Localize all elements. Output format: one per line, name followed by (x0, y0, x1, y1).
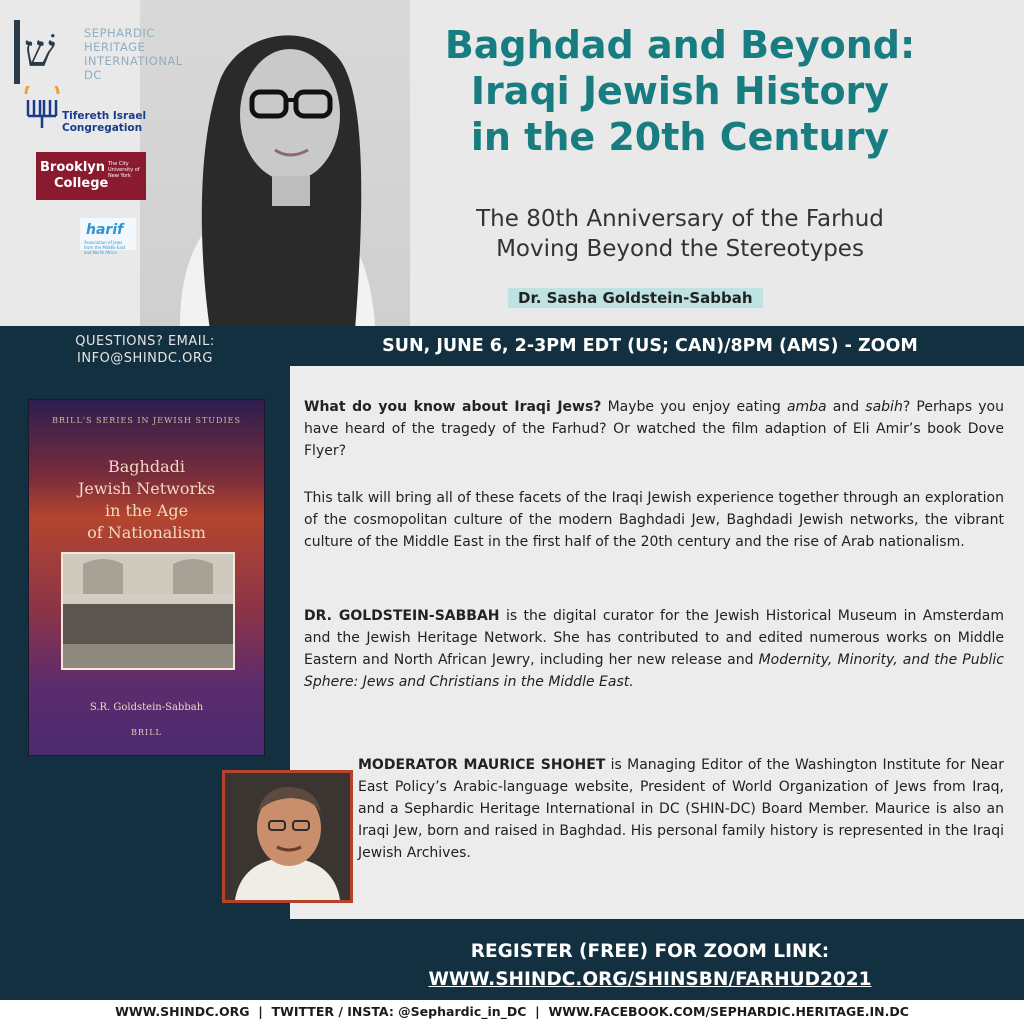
moderator-name: MODERATOR MAURICE SHOHET (358, 757, 606, 773)
book-publisher: BRILL (131, 728, 162, 737)
text-span: ? Perhaps you have heard of the tragedy of the Farhud? Or watched the film adaption of Eli Amir’s book Dove Flyer? (304, 399, 1004, 459)
menorah-icon (22, 86, 62, 132)
speaker-bio-name: DR. GOLDSTEIN-SABBAH (304, 608, 500, 624)
harif-logo-text: harif (86, 222, 124, 238)
contact-email-link[interactable]: INFO@SHINDC.ORG (77, 351, 213, 366)
book-cover-photo (61, 552, 235, 670)
book-author: S.R. Goldstein-Sabbah (89, 702, 204, 713)
event-subtitle (400, 204, 960, 264)
book-title-line: Jewish Networks (77, 479, 216, 498)
moderator-portrait-icon (225, 773, 350, 900)
book-title-line: in the Age (104, 501, 189, 520)
logo-line: Brooklyn (40, 160, 106, 175)
title-line: Baghdad and Beyond: (444, 23, 916, 67)
event-date: SUN, JUNE 6, 2-3PM EDT (US; CAN)/8PM (AMS) - ZOOM (382, 336, 918, 356)
moderator-photo (222, 770, 353, 903)
event-title (400, 22, 960, 160)
text-span: amba (786, 399, 827, 415)
brooklyn-logo-text (40, 160, 108, 192)
logo-line: SEPHARDIC (84, 26, 155, 40)
book-title-line: of Nationalism (87, 523, 206, 542)
logo-line: Congregation (62, 122, 143, 134)
brooklyn-logo-subtext: The City University of New York (108, 161, 140, 179)
speaker-bio-paragraph (304, 605, 1004, 693)
subtitle-line: Moving Beyond the Stereotypes (496, 236, 864, 262)
text-span: is the digital curator for the Jewish Historical Museum in Amsterdam and the Jewish Heritage Network. She has contributed to and edited numerous works on Middle Eastern and North African Jewry, including her new release and (304, 608, 1004, 668)
shin-hebrew-logo-icon (14, 14, 78, 84)
title-line: in the 20th Century (470, 115, 890, 159)
text-span: sabih (865, 399, 903, 415)
moderator-bio-paragraph (358, 754, 1004, 864)
text-span: is Managing Editor of the Washington Institute for Near East Policy’s Arabic-language website, President of World Organization of Jews from Iraq, and a Sephardic Heritage International in DC (SHIN-DC) Board Member. Maurice is also an Iraqi Jew, born and raised in Baghdad. His personal family history is represented in the Iraqi Jewish Archives. (358, 757, 1004, 861)
logo-line: HERITAGE (84, 40, 146, 54)
register-block (300, 938, 1000, 994)
speaker-name: Dr. Sasha Goldstein-Sabbah (508, 288, 763, 308)
text-span: Maybe you enjoy eating (601, 399, 787, 415)
svg-text:שׁ: שׁ (24, 26, 56, 77)
book-title (29, 456, 264, 544)
logo-line: DC (84, 68, 102, 82)
tifereth-logo-text (62, 110, 146, 134)
questions-contact (30, 333, 260, 367)
logo-line: INTERNATIONAL (84, 54, 183, 68)
text-span: and (826, 399, 866, 415)
shin-dc-logo-text (84, 26, 183, 82)
logo-line: Tifereth Israel (62, 110, 147, 122)
shin-dc-logo (14, 14, 194, 84)
tifereth-israel-logo (22, 86, 150, 136)
harif-logo-subtext: Association of Jews from the Middle East and North Africa (84, 240, 126, 255)
register-label: REGISTER (FREE) FOR ZOOM LINK: (470, 941, 830, 962)
brooklyn-college-logo (36, 152, 146, 200)
subtitle-line: The 80th Anniversary of the Farhud (476, 206, 884, 232)
intro-paragraph (304, 396, 1004, 462)
group-photo-icon (63, 554, 233, 668)
book-series: BRILL'S SERIES IN JEWISH STUDIES (52, 416, 241, 425)
intro-question: What do you know about Iraqi Jews? (304, 399, 602, 415)
book-title-line: Baghdadi (108, 457, 185, 476)
title-line: Iraqi Jewish History (470, 69, 890, 113)
book-title-italic: Modernity, Minority, and the Public Sphere: Jews and Christians in the Middle East. (304, 652, 1004, 690)
harif-logo (80, 218, 136, 255)
questions-label: QUESTIONS? EMAIL: (75, 334, 215, 349)
footer-links: WWW.SHINDC.ORG | TWITTER / INSTA: @Sephardic_in_DC | WWW.FACEBOOK.COM/SEPHARDIC.HERITAGE.IN.DC (115, 1004, 909, 1019)
register-link[interactable]: WWW.SHINDC.ORG/SHINSBN/FARHUD2021 (428, 969, 872, 990)
talk-description-paragraph: This talk will bring all of these facets of the Iraqi Jewish experience together through an exploration of the cosmopolitan culture of the modern Baghdadi Jew, Baghdadi Jewish networks, the vibrant culture of the Middle East in the first half of the 20th century and the rise of Arab nationalism. (304, 490, 1004, 550)
book-cover (29, 400, 264, 755)
logo-line: College (54, 176, 109, 191)
